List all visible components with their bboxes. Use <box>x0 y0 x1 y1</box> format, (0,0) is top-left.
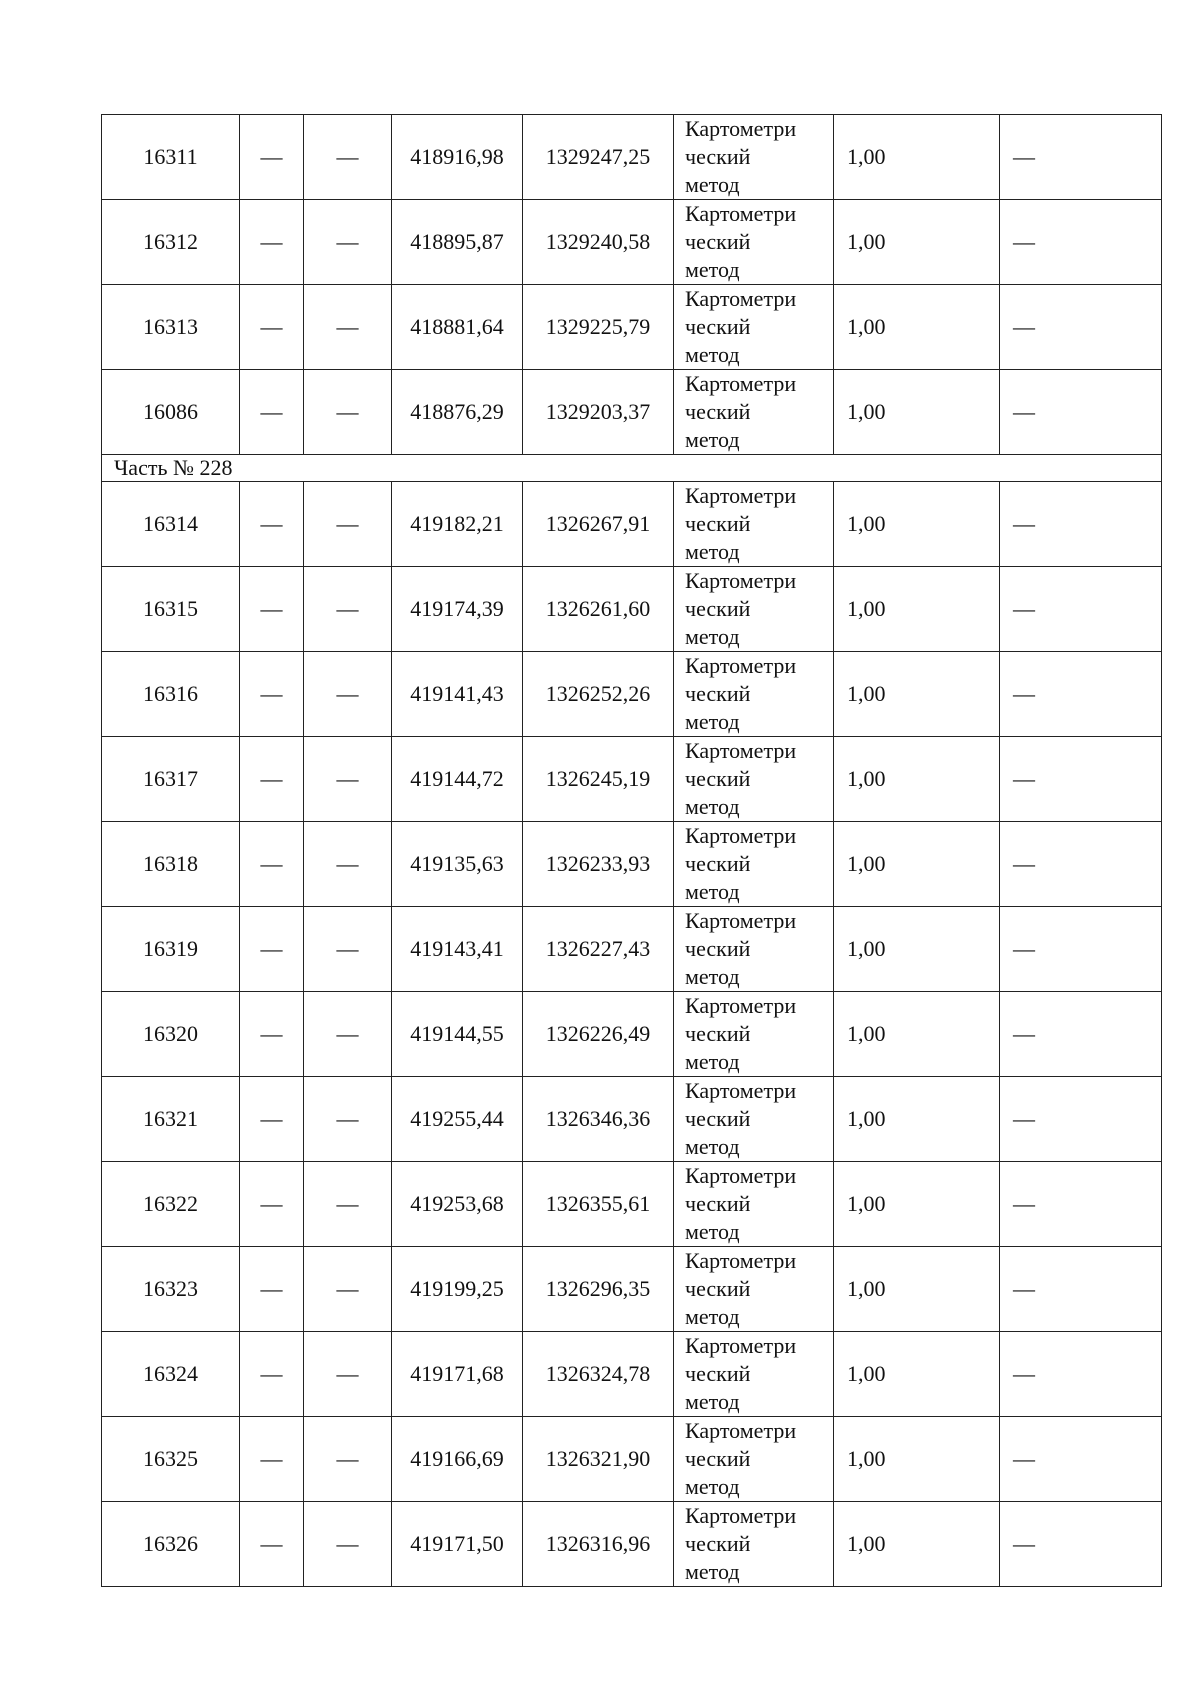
table-row <box>102 737 1162 822</box>
method-line: ческий <box>685 596 751 621</box>
table-row <box>102 822 1162 907</box>
coordinate-y: 1326316,96 <box>523 1502 674 1587</box>
method-line: Картометри <box>685 116 797 141</box>
method-line: ческий <box>685 314 751 339</box>
method-line: Картометри <box>685 568 797 593</box>
accuracy-value: 1,00 <box>834 1502 1000 1587</box>
coordinate-x: 419144,55 <box>392 992 523 1077</box>
accuracy-value: 1,00 <box>834 1417 1000 1502</box>
part-header-row <box>102 455 1162 482</box>
empty-dash-cell: — <box>240 1502 304 1587</box>
empty-dash-cell: — <box>1000 1162 1162 1247</box>
coordinate-y: 1326227,43 <box>523 907 674 992</box>
empty-dash-cell: — <box>304 822 392 907</box>
coordinate-y: 1326245,19 <box>523 737 674 822</box>
method-cell <box>674 1077 834 1162</box>
accuracy-value: 1,00 <box>834 482 1000 567</box>
coordinate-y: 1329240,58 <box>523 200 674 285</box>
coordinate-y: 1326296,35 <box>523 1247 674 1332</box>
method-cell <box>674 907 834 992</box>
empty-dash-cell: — <box>240 200 304 285</box>
method-cell <box>674 370 834 455</box>
method-line: ческий <box>685 766 751 791</box>
method-line: метод <box>685 1219 740 1244</box>
point-number: 16323 <box>102 1247 240 1332</box>
method-line: ческий <box>685 511 751 536</box>
part-label: Часть № 228 <box>102 455 1162 482</box>
coordinate-x: 418916,98 <box>392 115 523 200</box>
table-row <box>102 1247 1162 1332</box>
table-row <box>102 1417 1162 1502</box>
method-line: Картометри <box>685 1163 797 1188</box>
method-line: Картометри <box>685 286 797 311</box>
table-row <box>102 200 1162 285</box>
empty-dash-cell: — <box>304 1247 392 1332</box>
method-line: ческий <box>685 399 751 424</box>
method-cell <box>674 822 834 907</box>
empty-dash-cell: — <box>1000 200 1162 285</box>
coordinate-y: 1326267,91 <box>523 482 674 567</box>
method-line: Картометри <box>685 371 797 396</box>
empty-dash-cell: — <box>240 1332 304 1417</box>
coordinate-y: 1326233,93 <box>523 822 674 907</box>
empty-dash-cell: — <box>240 115 304 200</box>
coordinates-document <box>101 114 1161 1587</box>
empty-dash-cell: — <box>1000 992 1162 1077</box>
coordinate-y: 1326346,36 <box>523 1077 674 1162</box>
point-number: 16314 <box>102 482 240 567</box>
table-row <box>102 285 1162 370</box>
empty-dash-cell: — <box>304 567 392 652</box>
table-row <box>102 482 1162 567</box>
empty-dash-cell: — <box>304 992 392 1077</box>
method-line: метод <box>685 539 740 564</box>
method-line: метод <box>685 1559 740 1584</box>
method-line: метод <box>685 342 740 367</box>
empty-dash-cell: — <box>240 1247 304 1332</box>
table-row <box>102 1332 1162 1417</box>
point-number: 16313 <box>102 285 240 370</box>
method-cell <box>674 115 834 200</box>
empty-dash-cell: — <box>304 200 392 285</box>
method-cell <box>674 1162 834 1247</box>
empty-dash-cell: — <box>304 737 392 822</box>
coordinate-x: 419199,25 <box>392 1247 523 1332</box>
coordinate-x: 419253,68 <box>392 1162 523 1247</box>
method-line: метод <box>685 1389 740 1414</box>
point-number: 16319 <box>102 907 240 992</box>
coordinate-y: 1329247,25 <box>523 115 674 200</box>
method-line: ческий <box>685 936 751 961</box>
empty-dash-cell: — <box>1000 1417 1162 1502</box>
coordinate-x: 419166,69 <box>392 1417 523 1502</box>
empty-dash-cell: — <box>240 482 304 567</box>
coordinate-x: 418881,64 <box>392 285 523 370</box>
coordinate-x: 419174,39 <box>392 567 523 652</box>
point-number: 16321 <box>102 1077 240 1162</box>
coordinate-y: 1329203,37 <box>523 370 674 455</box>
method-line: метод <box>685 172 740 197</box>
method-cell <box>674 200 834 285</box>
table-row <box>102 1077 1162 1162</box>
empty-dash-cell: — <box>240 822 304 907</box>
empty-dash-cell: — <box>240 1162 304 1247</box>
empty-dash-cell: — <box>240 992 304 1077</box>
empty-dash-cell: — <box>304 1332 392 1417</box>
coordinate-x: 419182,21 <box>392 482 523 567</box>
coordinate-x: 418895,87 <box>392 200 523 285</box>
coordinate-y: 1326355,61 <box>523 1162 674 1247</box>
empty-dash-cell: — <box>240 285 304 370</box>
accuracy-value: 1,00 <box>834 907 1000 992</box>
point-number: 16318 <box>102 822 240 907</box>
accuracy-value: 1,00 <box>834 1247 1000 1332</box>
coordinate-x: 418876,29 <box>392 370 523 455</box>
point-number: 16311 <box>102 115 240 200</box>
method-line: Картометри <box>685 908 797 933</box>
empty-dash-cell: — <box>1000 285 1162 370</box>
coordinate-x: 419143,41 <box>392 907 523 992</box>
empty-dash-cell: — <box>304 907 392 992</box>
empty-dash-cell: — <box>1000 1502 1162 1587</box>
empty-dash-cell: — <box>1000 737 1162 822</box>
method-line: Картометри <box>685 1333 797 1358</box>
table-row <box>102 1502 1162 1587</box>
coordinate-x: 419171,68 <box>392 1332 523 1417</box>
method-cell <box>674 285 834 370</box>
method-line: Картометри <box>685 738 797 763</box>
method-cell <box>674 1417 834 1502</box>
method-line: метод <box>685 964 740 989</box>
method-line: Картометри <box>685 1078 797 1103</box>
accuracy-value: 1,00 <box>834 115 1000 200</box>
method-line: ческий <box>685 681 751 706</box>
coordinate-y: 1329225,79 <box>523 285 674 370</box>
method-line: метод <box>685 257 740 282</box>
empty-dash-cell: — <box>304 115 392 200</box>
coordinate-y: 1326321,90 <box>523 1417 674 1502</box>
point-number: 16326 <box>102 1502 240 1587</box>
point-number: 16312 <box>102 200 240 285</box>
empty-dash-cell: — <box>1000 1247 1162 1332</box>
empty-dash-cell: — <box>1000 907 1162 992</box>
empty-dash-cell: — <box>1000 1332 1162 1417</box>
method-line: метод <box>685 1049 740 1074</box>
empty-dash-cell: — <box>304 285 392 370</box>
accuracy-value: 1,00 <box>834 737 1000 822</box>
empty-dash-cell: — <box>1000 370 1162 455</box>
method-cell <box>674 1247 834 1332</box>
method-cell <box>674 1332 834 1417</box>
method-line: метод <box>685 879 740 904</box>
method-line: метод <box>685 427 740 452</box>
method-line: ческий <box>685 1361 751 1386</box>
empty-dash-cell: — <box>304 1077 392 1162</box>
method-cell <box>674 652 834 737</box>
empty-dash-cell: — <box>240 567 304 652</box>
empty-dash-cell: — <box>1000 482 1162 567</box>
method-line: метод <box>685 1134 740 1159</box>
coordinate-y: 1326226,49 <box>523 992 674 1077</box>
empty-dash-cell: — <box>1000 1077 1162 1162</box>
table-row <box>102 652 1162 737</box>
method-line: ческий <box>685 1276 751 1301</box>
method-line: Картометри <box>685 201 797 226</box>
table-row <box>102 567 1162 652</box>
method-line: метод <box>685 1304 740 1329</box>
method-line: ческий <box>685 1446 751 1471</box>
coordinate-y: 1326252,26 <box>523 652 674 737</box>
empty-dash-cell: — <box>240 1417 304 1502</box>
empty-dash-cell: — <box>240 652 304 737</box>
method-line: метод <box>685 1474 740 1499</box>
accuracy-value: 1,00 <box>834 200 1000 285</box>
coordinates-table <box>101 114 1162 1587</box>
method-line: ческий <box>685 1191 751 1216</box>
accuracy-value: 1,00 <box>834 285 1000 370</box>
method-line: Картометри <box>685 993 797 1018</box>
empty-dash-cell: — <box>1000 567 1162 652</box>
method-line: ческий <box>685 144 751 169</box>
empty-dash-cell: — <box>240 907 304 992</box>
method-line: ческий <box>685 229 751 254</box>
method-line: Картометри <box>685 823 797 848</box>
point-number: 16317 <box>102 737 240 822</box>
method-cell <box>674 1502 834 1587</box>
method-cell <box>674 992 834 1077</box>
method-line: метод <box>685 624 740 649</box>
coordinate-y: 1326324,78 <box>523 1332 674 1417</box>
method-line: метод <box>685 794 740 819</box>
method-line: Картометри <box>685 1418 797 1443</box>
method-line: ческий <box>685 1021 751 1046</box>
method-line: ческий <box>685 1106 751 1131</box>
empty-dash-cell: — <box>304 370 392 455</box>
coordinate-x: 419135,63 <box>392 822 523 907</box>
table-row <box>102 370 1162 455</box>
empty-dash-cell: — <box>240 370 304 455</box>
empty-dash-cell: — <box>304 1502 392 1587</box>
table-row <box>102 115 1162 200</box>
method-cell <box>674 482 834 567</box>
accuracy-value: 1,00 <box>834 1077 1000 1162</box>
method-line: метод <box>685 709 740 734</box>
point-number: 16322 <box>102 1162 240 1247</box>
coordinate-x: 419255,44 <box>392 1077 523 1162</box>
method-line: Картометри <box>685 1503 797 1528</box>
table-row <box>102 992 1162 1077</box>
table-row <box>102 907 1162 992</box>
method-line: Картометри <box>685 483 797 508</box>
empty-dash-cell: — <box>240 1077 304 1162</box>
accuracy-value: 1,00 <box>834 992 1000 1077</box>
empty-dash-cell: — <box>304 1417 392 1502</box>
point-number: 16315 <box>102 567 240 652</box>
accuracy-value: 1,00 <box>834 370 1000 455</box>
point-number: 16324 <box>102 1332 240 1417</box>
empty-dash-cell: — <box>1000 115 1162 200</box>
empty-dash-cell: — <box>1000 822 1162 907</box>
empty-dash-cell: — <box>304 1162 392 1247</box>
empty-dash-cell: — <box>1000 652 1162 737</box>
method-line: Картометри <box>685 1248 797 1273</box>
method-cell <box>674 567 834 652</box>
coordinate-x: 419141,43 <box>392 652 523 737</box>
accuracy-value: 1,00 <box>834 567 1000 652</box>
point-number: 16320 <box>102 992 240 1077</box>
method-line: Картометри <box>685 653 797 678</box>
method-line: ческий <box>685 1531 751 1556</box>
empty-dash-cell: — <box>304 652 392 737</box>
point-number: 16316 <box>102 652 240 737</box>
coordinate-x: 419171,50 <box>392 1502 523 1587</box>
accuracy-value: 1,00 <box>834 652 1000 737</box>
accuracy-value: 1,00 <box>834 1332 1000 1417</box>
coordinate-x: 419144,72 <box>392 737 523 822</box>
table-row <box>102 1162 1162 1247</box>
method-line: ческий <box>685 851 751 876</box>
coordinate-y: 1326261,60 <box>523 567 674 652</box>
method-cell <box>674 737 834 822</box>
accuracy-value: 1,00 <box>834 1162 1000 1247</box>
point-number: 16325 <box>102 1417 240 1502</box>
table-body <box>102 115 1162 1587</box>
point-number: 16086 <box>102 370 240 455</box>
empty-dash-cell: — <box>240 737 304 822</box>
empty-dash-cell: — <box>304 482 392 567</box>
accuracy-value: 1,00 <box>834 822 1000 907</box>
